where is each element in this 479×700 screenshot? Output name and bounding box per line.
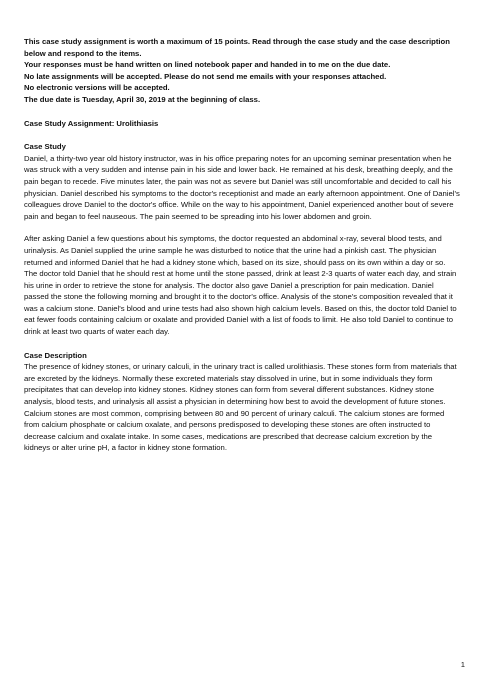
page-number: 1: [460, 660, 465, 669]
case-description-paragraph: The presence of kidney stones, or urinary calculi, in the urinary tract is called urolithiasis. These stones form from materials that are excreted by the kidneys. Normally these excreted materials stay dissolved in urine, but in some individuals they form precipitates that can develop into kidney stones. Kidney stones can form from several different substances. Kidney stone analysis, blood tests, and urinalysis all assist a physician in determining how best to avoid the development of future stones. Calcium stones are most common, comprising between 80 and 90 percent of urinary calculi. The calcium stones are formed from calcium phosphate or calcium oxalate, and persons predisposed to developing these stones are often instructed to decrease calcium and oxalate intake. In some cases, medications are prescribed that decrease calcium excretion by the kidneys or alter urine pH, a factor in kidney stone formation.: [24, 362, 457, 453]
case-study-heading: Case Study: [24, 142, 66, 152]
case-description-heading: Case Description: [24, 350, 87, 360]
case-study-paragraph: After asking Daniel a few questions about his symptoms, the doctor requested an abdominal x-ray, several blood tests, and urinalysis. As Daniel supplied the urine sample he was disturbed to notice that the urine had a pinkish cast. The physician returned and informed Daniel that he had a kidney stone which, based on its size, should pass on its own within a day or so. The doctor told Daniel that he should rest at home until the stone passed, drink at least 2-3 quarts of water each day, and strain his urine in order to retrieve the stone for analysis. The doctor also gave Daniel a prescription for pain medication. Daniel passed the stone the following morning and brought it to the doctor's office. Analysis of the stone's composition revealed that it was a calcium stone. Daniel's blood and urine tests had also shown high calcium levels. Based on this, the doctor told Daniel to eat fewer foods containing calcium or oxalate and provided Daniel with a list of foods to limit. He also told Daniel to continue to drink at least two quarts of water each day.: [24, 234, 457, 337]
notice-line: No electronic versions will be accepted.: [24, 83, 170, 93]
notice-line: The due date is Tuesday, April 30, 2019 at the beginning of class.: [24, 94, 261, 104]
case-study-paragraph: Daniel, a thirty-two year old history instructor, was in his office preparing notes for an upcoming seminar presentation when he was struck with a very sudden and intense pain in his side and lower back. He remained at his desk, breathing deeply, and the pain began to recede. Five minutes later, the pain was not as severe but Daniel was still uncomfortable and decided to call his physician. Daniel described his symptoms to the doctor's receptionist and made an early afternoon appointment. One of Daniel's colleagues drove Daniel to the doctor's office. While on the way to his appointment, Daniel experienced another bout of severe pain and began to feel nauseous. The pain seemed to be spreading into his lower abdomen and groin.: [24, 153, 460, 221]
assignment-title: Case Study Assignment: Urolithiasis: [24, 118, 159, 128]
notice-line: This case study assignment is worth a maximum of 15 points. Read through the case study and the case description below and respond to the items.: [24, 37, 450, 58]
notice-line: No late assignments will be accepted. Please do not send me emails with your responses attached.: [24, 71, 387, 81]
document-page: [24, 36, 460, 454]
notice-line: Your responses must be hand written on lined notebook paper and handed in to me on the due date.: [24, 60, 391, 70]
assignment-notice: [24, 36, 460, 106]
